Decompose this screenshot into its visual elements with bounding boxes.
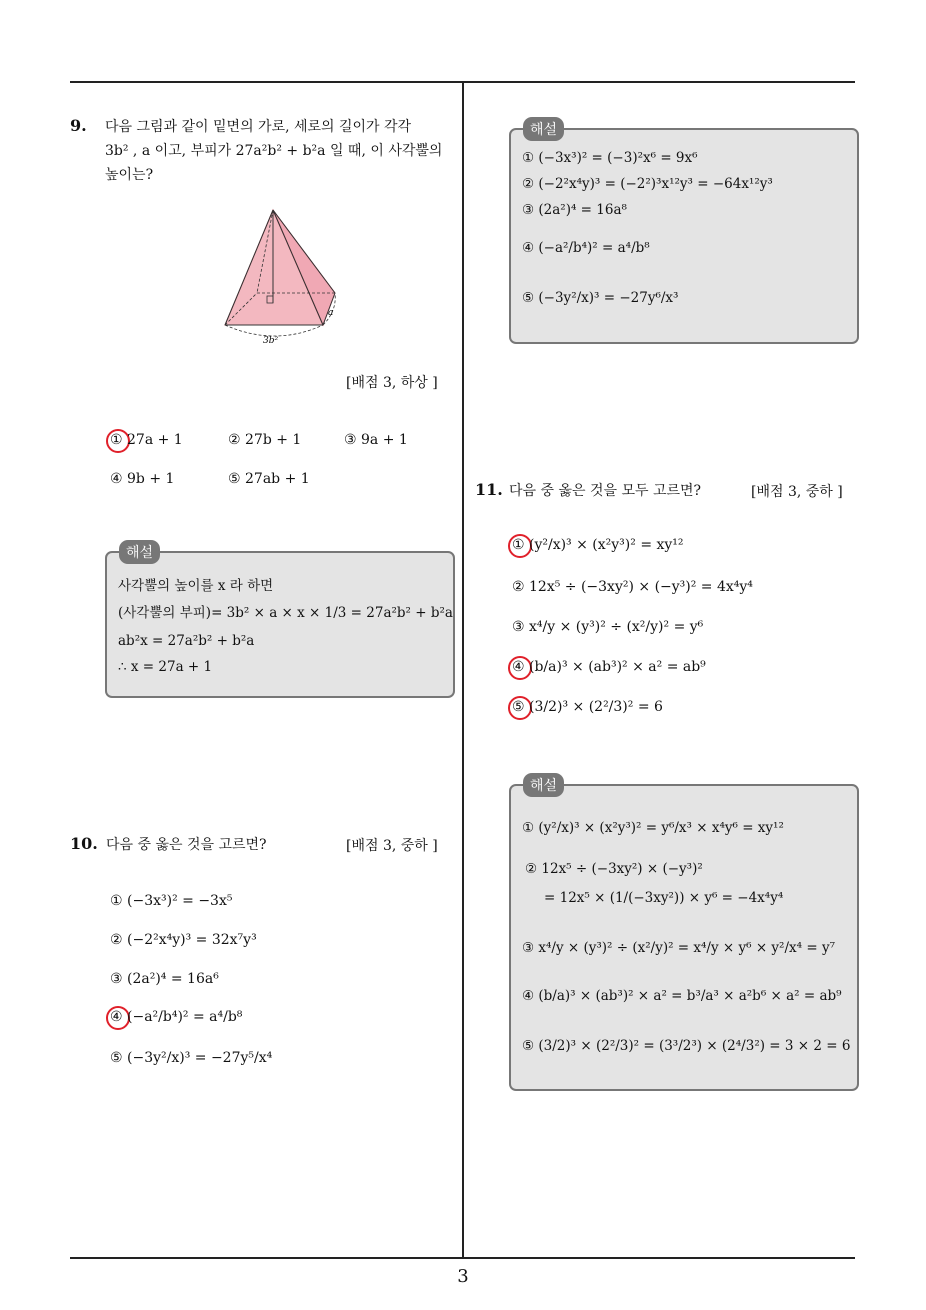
q11-solution-line1: ① (y²/x)³ × (x²y³)² = y⁶/x³ × x⁴y⁶ = xy¹²	[522, 820, 784, 836]
q9-solution-line3: ab²x = 27a²b² + b²a	[118, 633, 255, 649]
q11-choice-2: ② 12x⁵ ÷ (−3xy²) × (−y³)² = 4x⁴y⁴	[512, 579, 753, 595]
q9-solution-line4: ∴ x = 27a + 1	[118, 659, 213, 675]
q10-choice-5: ⑤ (−3y²/x)³ = −27y⁵/x⁴	[110, 1050, 273, 1066]
page-number: 3	[457, 1266, 469, 1287]
q10-solution-line2: ② (−2²x⁴y)³ = (−2²)³x¹²y³ = −64x¹²y³	[522, 176, 773, 192]
q9-solution-line2: (사각뿔의 부피)= 3b² × a × x × 1/3 = 27a²b² + b²a	[118, 605, 453, 621]
q11-number: 11.	[475, 480, 503, 499]
q11-solution-line3: = 12x⁵ × (1/(−3xy²)) × y⁶ = −4x⁴y⁴	[544, 890, 784, 906]
q9-number: 9.	[70, 116, 87, 135]
q9-text-line3: 높이는?	[105, 167, 154, 183]
q9-choice-2: ② 27b + 1	[228, 432, 302, 448]
q9-question	[105, 115, 455, 187]
figure-label-side: a	[328, 308, 334, 318]
figure-label-bottom: 3b²	[263, 336, 279, 346]
q9-solution-line1: 사각뿔의 높이를 x 라 하면	[118, 578, 274, 594]
q10-solution-tag: 해설	[523, 117, 564, 141]
q11-score: [배점 3, 중하 ]	[751, 484, 843, 500]
q9-choice-5: ⑤ 27ab + 1	[228, 471, 310, 487]
q11-choice-4: ④ (b/a)³ × (ab³)² × a² = ab⁹	[512, 659, 706, 675]
q9-choice-1: ① 27a + 1	[110, 432, 183, 448]
q9-solution-tag: 해설	[119, 540, 160, 564]
q11-solution-line4: ③ x⁴/y × (y³)² ÷ (x²/y)² = x⁴/y × y⁶ × y²/x⁴ = y⁷	[522, 940, 835, 956]
q11-question: 다음 중 옳은 것을 모두 고르면?	[509, 483, 702, 499]
q11-solution-tag: 해설	[523, 773, 564, 797]
q9-text-line2: 3b² , a 이고, 부피가 27a²b² + b²a 일 때, 이 사각뿔의	[105, 143, 443, 159]
q10-choice-1: ① (−3x³)² = −3x⁵	[110, 893, 233, 909]
q11-solution-line6: ⑤ (3/2)³ × (2²/3)² = (3³/2³) × (2⁴/3²) = 3 × 2 = 6	[522, 1038, 851, 1054]
q10-choice-2: ② (−2²x⁴y)³ = 32x⁷y³	[110, 932, 257, 948]
q10-choice-3: ③ (2a²)⁴ = 16a⁶	[110, 971, 219, 987]
q10-solution-line3: ③ (2a²)⁴ = 16a⁸	[522, 202, 627, 218]
q10-solution-line1: ① (−3x³)² = (−3)²x⁶ = 9x⁶	[522, 150, 698, 166]
q10-question: 다음 중 옳은 것을 고르면?	[106, 837, 267, 853]
bottom-rule	[70, 1257, 855, 1259]
q11-choice-5: ⑤ (3/2)³ × (2²/3)² = 6	[512, 699, 663, 715]
pyramid-figure	[215, 205, 345, 350]
q10-number: 10.	[70, 834, 98, 853]
column-divider	[462, 82, 464, 1258]
q9-text-line1: 다음 그림과 같이 밑면의 가로, 세로의 길이가 각각	[105, 119, 412, 135]
q10-solution-line4: ④ (−a²/b⁴)² = a⁴/b⁸	[522, 240, 650, 256]
q11-solution-line5: ④ (b/a)³ × (ab³)² × a² = b³/a³ × a²b⁶ × a² = ab⁹	[522, 988, 842, 1004]
q11-choice-1: ① (y²/x)³ × (x²y³)² = xy¹²	[512, 537, 684, 553]
q9-choice-3: ③ 9a + 1	[344, 432, 408, 448]
q10-solution-line5: ⑤ (−3y²/x)³ = −27y⁶/x³	[522, 290, 679, 306]
q11-choice-3: ③ x⁴/y × (y³)² ÷ (x²/y)² = y⁶	[512, 619, 704, 635]
q11-solution-line2: ② 12x⁵ ÷ (−3xy²) × (−y³)²	[525, 861, 703, 877]
q9-score: [배점 3, 하상 ]	[346, 375, 438, 391]
q10-choice-4: ④ (−a²/b⁴)² = a⁴/b⁸	[110, 1009, 243, 1025]
q9-choice-4: ④ 9b + 1	[110, 471, 175, 487]
q10-score: [배점 3, 중하 ]	[346, 838, 438, 854]
